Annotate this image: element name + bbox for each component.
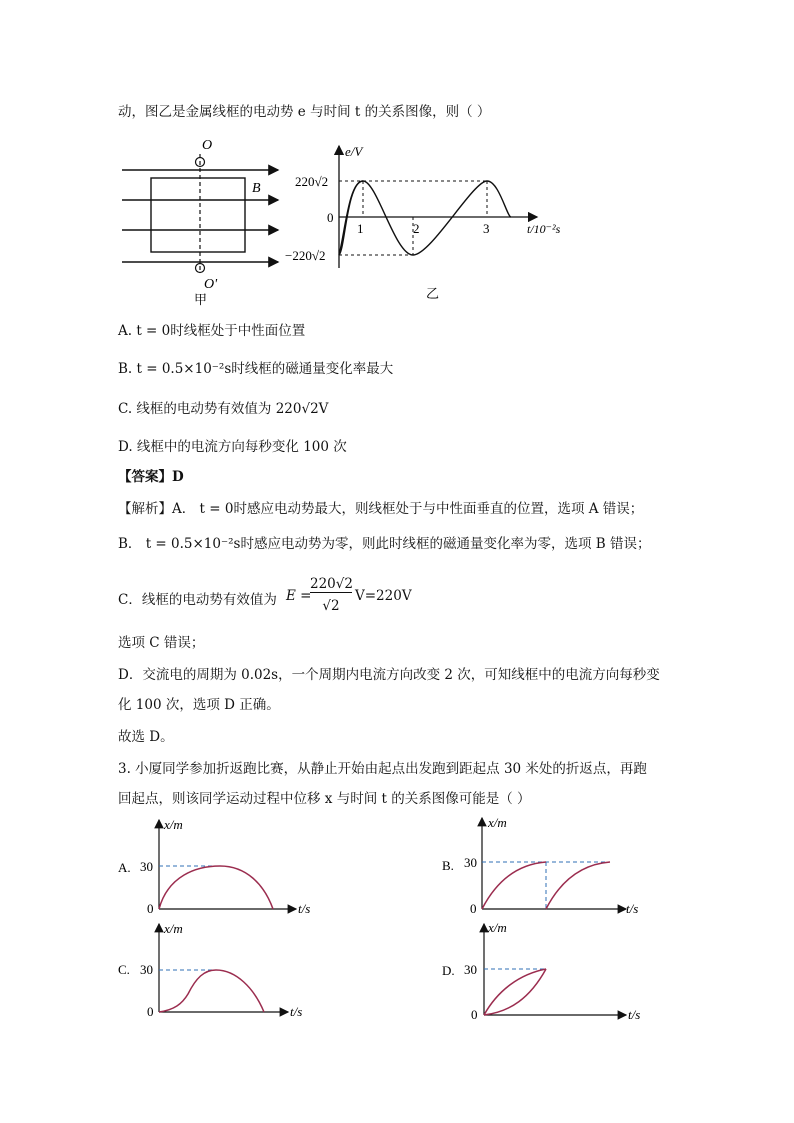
coil-frame bbox=[151, 178, 245, 252]
graph-label: 30 bbox=[464, 855, 477, 870]
graph-c-curve bbox=[159, 970, 264, 1012]
graph-label: t/s bbox=[298, 901, 311, 916]
graph-a-curve bbox=[159, 866, 273, 909]
graph-label: 30 bbox=[140, 859, 153, 874]
question-intro: 动，图乙是金属线框的电动势 e 与时间 t 的关系图像，则（ ） bbox=[118, 104, 491, 120]
figure-yi bbox=[285, 140, 585, 305]
graph-label: 0 bbox=[470, 901, 477, 916]
option-b: B. t = 0.5×10⁻²s时线框的磁通量变化率最大 bbox=[118, 361, 394, 377]
analysis-d1: D．交流电的周期为 0.02s，一个周期内电流方向改变 2 次，可知线框中的电流方向每秒变 bbox=[118, 667, 660, 683]
question3-stem-2: 回起点，则该同学运动过程中位移 x 与时间 t 的关系图像可能是（ ） bbox=[118, 791, 531, 807]
answer-label: 【答案】D bbox=[118, 469, 184, 485]
graph-d-curve-lower bbox=[484, 969, 546, 1015]
option-a: A. t = 0时线框处于中性面位置 bbox=[118, 323, 306, 339]
graph-label: 30 bbox=[464, 962, 477, 977]
label-O-bottom: O' bbox=[204, 277, 218, 292]
y-tick-bottom: −220√2 bbox=[285, 248, 326, 263]
graph-label: x/m bbox=[488, 920, 507, 935]
y-axis-label: e/V bbox=[345, 144, 363, 159]
graph-label: D. bbox=[442, 963, 455, 978]
label-B: B bbox=[252, 181, 261, 196]
graph-b-curve-1 bbox=[482, 862, 546, 909]
question3-stem-1: 3. 小厦同学参加折返跑比赛，从静止开始由起点出发跑到距起点 30 米处的折返点，再跑 bbox=[118, 761, 647, 777]
option-c: C. 线框的电动势有效值为 220√2V bbox=[118, 401, 329, 417]
fraction-denominator: √2 bbox=[322, 598, 340, 614]
analysis-c-eq: E = bbox=[286, 588, 312, 604]
graph-label: C. bbox=[118, 962, 130, 977]
option-d: D. 线框中的电流方向每秒变化 100 次 bbox=[118, 439, 347, 455]
graph-b bbox=[440, 812, 660, 922]
label-O-top: O bbox=[202, 138, 213, 153]
graph-label: t/s bbox=[626, 901, 639, 916]
y-tick-zero: 0 bbox=[327, 210, 334, 225]
graph-label: 30 bbox=[140, 962, 153, 977]
fraction-numerator: 220√2 bbox=[310, 576, 353, 592]
x-tick-3: 3 bbox=[483, 221, 490, 236]
graph-label: B. bbox=[442, 858, 454, 873]
graph-label: x/m bbox=[164, 817, 183, 832]
analysis-d2: 化 100 次，选项 D 正确。 bbox=[118, 697, 280, 713]
x-tick-1: 1 bbox=[357, 221, 364, 236]
graph-d bbox=[440, 918, 660, 1028]
figure-jia bbox=[118, 132, 288, 310]
graph-label: x/m bbox=[164, 921, 183, 936]
analysis-a: 【解析】A． t = 0时感应电动势最大，则线框处于与中性面垂直的位置，选项 A 错误； bbox=[118, 501, 644, 517]
graph-a bbox=[116, 814, 326, 922]
analysis-b: B． t = 0.5×10⁻²s时感应电动势为零，则此时线框的磁通量变化率为零，选项 B 错误； bbox=[118, 536, 651, 552]
x-axis-label: t/10⁻²s bbox=[527, 222, 561, 236]
graph-label: t/s bbox=[290, 1004, 303, 1019]
graph-label: 0 bbox=[147, 901, 154, 916]
analysis-c-prefix: C．线框的电动势有效值为 bbox=[118, 592, 277, 608]
x-tick-2: 2 bbox=[413, 221, 420, 236]
graph-c bbox=[116, 918, 326, 1026]
graph-label: t/s bbox=[628, 1007, 641, 1022]
graph-d-curve-upper bbox=[484, 969, 546, 1015]
graph-label: x/m bbox=[488, 815, 507, 830]
caption-yi: 乙 bbox=[426, 286, 440, 301]
graph-label: 0 bbox=[471, 1007, 478, 1022]
graph-label: A. bbox=[118, 860, 131, 875]
analysis-conclusion: 故选 D。 bbox=[118, 729, 174, 745]
graph-b-curve-2 bbox=[546, 862, 610, 909]
graph-label: 0 bbox=[147, 1004, 154, 1019]
analysis-c-suffix: V=220V bbox=[355, 588, 412, 604]
caption-jia: 甲 bbox=[194, 292, 208, 307]
y-tick-top: 220√2 bbox=[295, 174, 329, 189]
analysis-c-tail: 选项 C 错误； bbox=[118, 635, 205, 651]
